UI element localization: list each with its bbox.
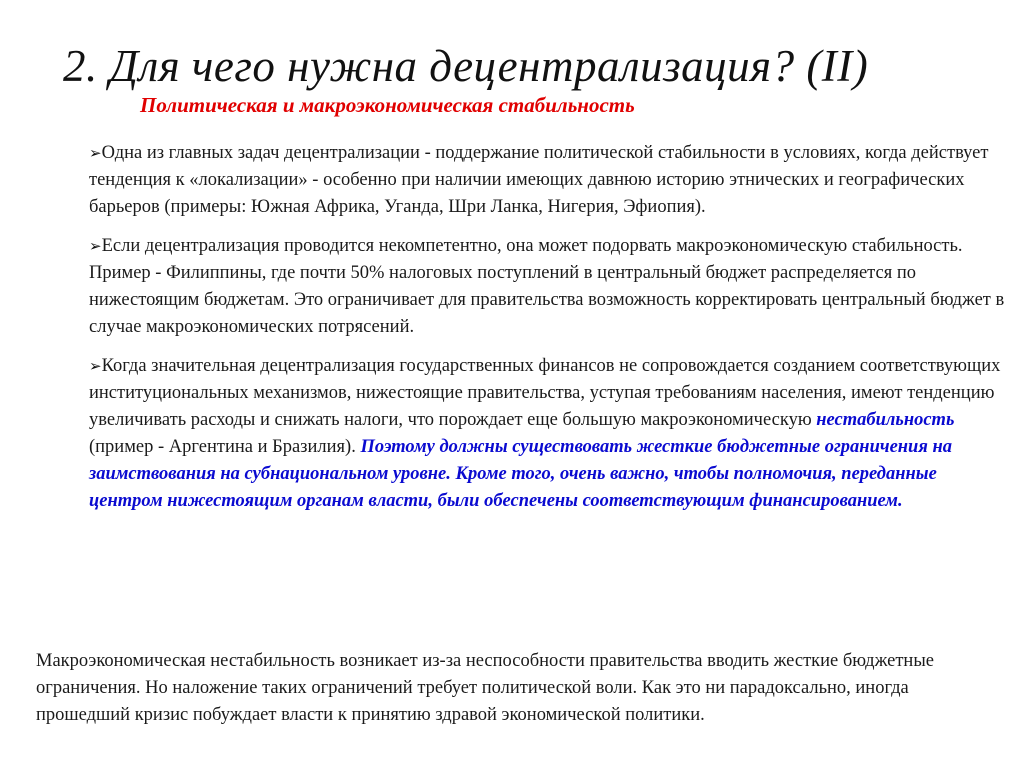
bullet-item-macro-stability: [89, 233, 1015, 341]
bullet-text-middle: (пример - Аргентина и Бразилия).: [89, 437, 361, 457]
section-subtitle: Политическая и макроэкономическая стабильность: [140, 93, 635, 117]
bullet-text: Если децентрализация проводится некомпетентно, она может подорвать макроэкономическую стабильность. Пример - Филиппины, где почти 50% налоговых поступлений в центральный бюджет распределяется по нижестоящим бюджетам. Это ограничивает для правительства возможность корректировать центральный бюджет в случае макроэкономических потрясений.: [89, 236, 1005, 337]
bullet-item-political-stability: [89, 140, 1015, 221]
closing-paragraph: Макроэкономическая нестабильность возникает из-за неспособности правительства вводить жесткие бюджетные ограничения. Но наложение таких ограничений требует политической воли. Как это ни парадоксально, иногда прошедший кризис побуждает власти к принятию здравой экономической политики.: [36, 650, 934, 725]
emphasized-word: нестабильность: [816, 410, 955, 430]
bullet-list: [89, 140, 1015, 527]
arrow-bullet-icon: ➢: [89, 237, 102, 255]
bullet-text: Одна из главных задач децентрализации - поддержание политической стабильности в условиях, когда действует тенденция к «локализации» - особенно при наличии имеющих давнюю историю этнических и географических барьеров (примеры: Южная Африка, Уганда, Шри Ланка, Нигерия, Эфиопия).: [89, 143, 989, 217]
bullet-text: Когда значительная децентрализация государственных финансов не сопровождается созданием соответствующих институциональных механизмов, нижестоящие правительства, уступая требованиям населения, имеют тенденцию увеличивать расходы и снижать налоги, что порождает еще большую макроэкономическую: [89, 356, 1001, 430]
slide-title: 2. Для чего нужна децентрализация? (II): [63, 41, 869, 92]
emphasized-conclusion: Поэтому должны существовать жесткие бюджетные ограничения на заимствования на субнациональном уровне. Кроме того, очень важно, чтобы полномочия, переданные центром нижестоящим органам власти, были обеспечены соответствующим финансированием.: [89, 437, 953, 511]
bullet-item-budget-constraints: [89, 353, 1015, 515]
arrow-bullet-icon: ➢: [89, 144, 102, 162]
arrow-bullet-icon: ➢: [89, 357, 102, 375]
